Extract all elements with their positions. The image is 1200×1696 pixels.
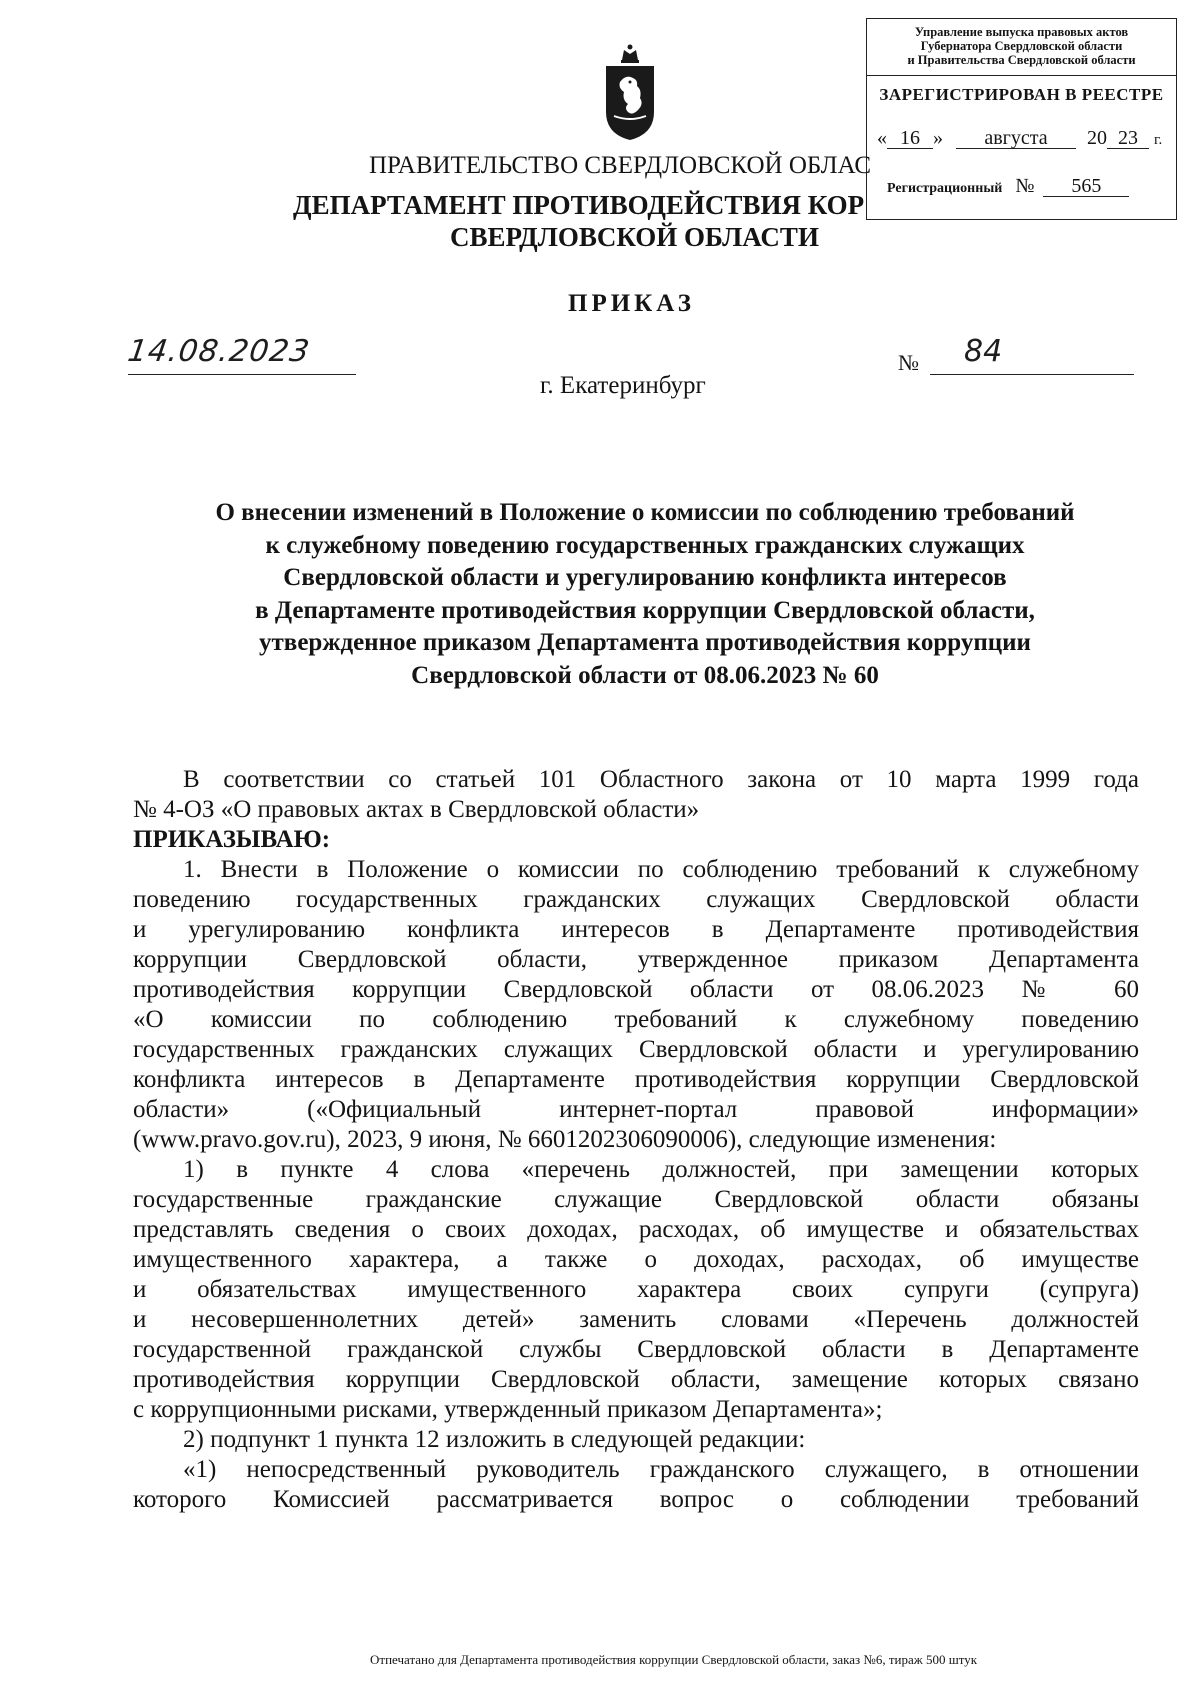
body-line: с коррупционными рисками, утвержденный приказом Департамента»; [133, 1396, 883, 1423]
subject-line: в Департаменте противодействия коррупции Свердловской области, [255, 596, 1035, 624]
body-line: противодействия коррупции Свердловской области от 08.06.2023 № 60 [133, 976, 1139, 1003]
stamp-org-line: и Правительства Свердловской области [907, 53, 1136, 67]
stamp-num-sign: № [1015, 175, 1035, 197]
subject-line: к служебному поведению государственных гражданских служащих [265, 531, 1025, 559]
subject-line: О внесении изменений в Положение о комиссии по соблюдению требований [215, 499, 1075, 526]
stamp-year-mark: г. [1154, 132, 1163, 148]
handwritten-number [930, 336, 1134, 375]
handwritten-date [125, 334, 356, 375]
stamp-year-prefix: 20 [1087, 127, 1107, 149]
stamp-open-quote: « [877, 127, 887, 149]
body-line: В соответствии со статьей 101 Областного закона от 10 марта 1999 года [183, 766, 1139, 793]
body-line: 1. Внести в Положение о комиссии по соблюдению требований к служебному [183, 856, 1139, 883]
stamp-org-line: Губернатора Свердловской области [920, 39, 1123, 53]
body-line: 1) в пункте 4 слова «перечень должностей, при замещении которых [183, 1156, 1139, 1183]
order-subject [100, 497, 1190, 692]
body-line: государственные гражданские служащие Свердловской области обязаны [133, 1186, 1139, 1213]
stamp-close-quote: » [933, 127, 943, 149]
order-command: ПРИКАЗЫВАЮ: [133, 826, 331, 853]
stamp-divider [867, 75, 1176, 76]
subject-line: Свердловской области и урегулированию конфликта интересов [283, 564, 1007, 591]
stamp-org [867, 25, 1176, 67]
body-line: коррупции Свердловской области, утвержденное приказом Департамента [133, 946, 1139, 973]
stamp-org-line: Управление выпуска правовых актов [914, 25, 1129, 39]
body-line: представлять сведения о своих доходах, расходах, об имуществе и обязательствах [133, 1216, 1139, 1243]
stamp-reg-label: Регистрационный [887, 181, 1003, 196]
body-line: противодействия коррупции Свердловской области, замещение которых связано [133, 1366, 1139, 1393]
print-footer: Отпечатано для Департамента противодействия коррупции Свердловской области, заказ №6, тираж 500 штук [370, 1652, 978, 1667]
number-label: № [898, 350, 919, 375]
coat-of-arms-icon [600, 42, 660, 142]
government-title: ПРАВИТЕЛЬСТВО СВЕРДЛОВСКОЙ ОБЛАС [369, 152, 872, 179]
city-label: г. Екатеринбург [540, 372, 706, 399]
stamp-registered: ЗАРЕГИСТРИРОВАН В РЕЕСТРЕ [879, 85, 1164, 104]
body-line: которого Комиссией рассматривается вопрос о соблюдении требований [133, 1486, 1139, 1513]
body-line: государственных гражданских служащих Свердловской области и урегулированию [133, 1036, 1139, 1063]
body-line: области» («Официальный интернет-портал правовой информации» [133, 1096, 1139, 1123]
registration-stamp [866, 18, 1177, 220]
body-line: (www.pravo.gov.ru), 2023, 9 июня, № 6601202306090006), следующие изменения: [133, 1126, 997, 1153]
stamp-number [887, 175, 1129, 198]
body-line: и несовершеннолетних детей» заменить словами «Перечень должностей [133, 1306, 1139, 1333]
body-line: и обязательствах имущественного характера своих супруги (супруга) [133, 1276, 1139, 1303]
stamp-year-suffix: 23 [1107, 128, 1149, 149]
body-line: № 4-ОЗ «О правовых актах в Свердловской области» [133, 796, 700, 823]
stamp-date [877, 127, 1162, 150]
subject-line: утвержденное приказом Департамента противодействия коррупции [259, 629, 1031, 656]
department-title-line1: ДЕПАРТАМЕНТ ПРОТИВОДЕЙСТВИЯ КОР [293, 190, 865, 220]
body-line: «О комиссии по соблюдению требований к служебному поведению [133, 1006, 1139, 1033]
handwritten-date-text: 14.08.2023 [125, 334, 313, 369]
body-line: государственной гражданской службы Свердловской области в Департаменте [133, 1336, 1139, 1363]
handwritten-number-text: 84 [964, 334, 1003, 369]
body-line: конфликта интересов в Департаменте противодействия коррупции Свердловской [133, 1066, 1139, 1093]
subject-line: Свердловской области от 08.06.2023 № 60 [411, 661, 879, 689]
body-line: 2) подпункт 1 пункта 12 изложить в следующей редакции: [183, 1426, 806, 1453]
doc-type-title: ПРИКАЗ [568, 290, 695, 317]
body-line: «1) непосредственный руководитель гражданского служащего, в отношении [183, 1456, 1139, 1483]
stamp-month: августа [956, 128, 1076, 149]
body-line: поведению государственных гражданских служащих Свердловской области [133, 886, 1139, 913]
stamp-reg-number: 565 [1043, 176, 1129, 197]
body-line: и урегулированию конфликта интересов в Департаменте противодействия [133, 916, 1139, 943]
body-line: имущественного характера, а также о доходах, расходах, об имуществе [133, 1246, 1139, 1273]
stamp-day: 16 [887, 128, 933, 149]
department-title-line2: СВЕРДЛОВСКОЙ ОБЛАСТИ [450, 222, 819, 252]
